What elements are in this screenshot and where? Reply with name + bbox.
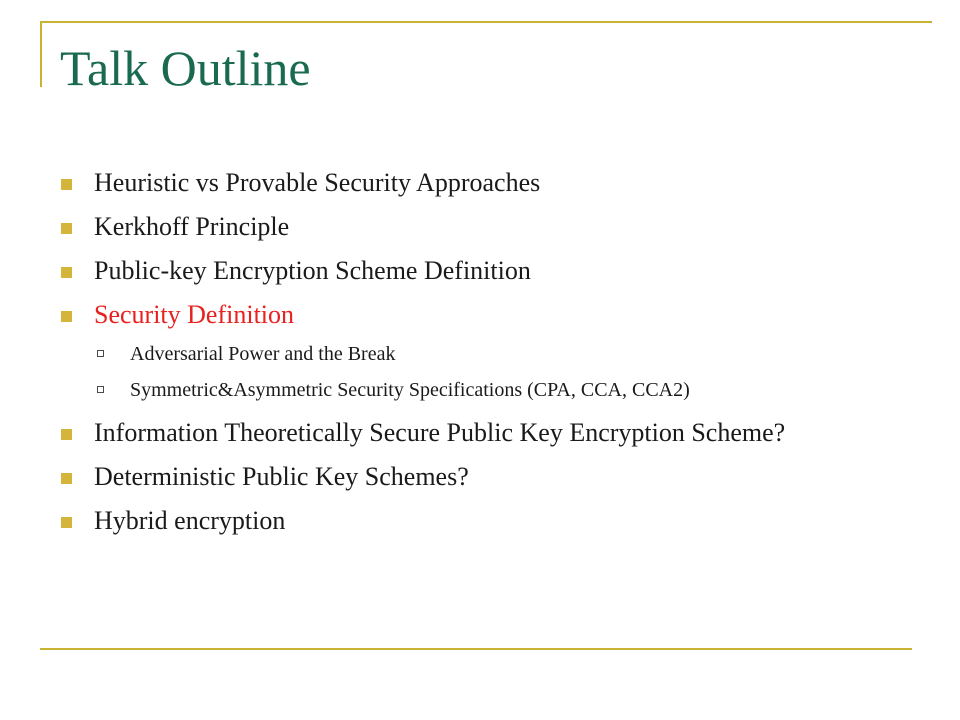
square-bullet-icon — [61, 473, 72, 484]
hollow-square-bullet-icon — [97, 386, 104, 393]
square-bullet-icon — [61, 311, 72, 322]
outline-item-heuristic — [60, 168, 900, 198]
outline-subitem-security-specifications — [60, 378, 900, 402]
outline-item-text: Hybrid encryption — [94, 506, 286, 535]
outline-item-text: Kerkhoff Principle — [94, 212, 290, 241]
frame-bottom-rule — [40, 648, 912, 650]
outline-item-public-key-definition — [60, 256, 900, 286]
outline-item-text: Information Theoretically Secure Public Key Encryption Scheme? — [94, 418, 786, 447]
outline-item-kerkhoff — [60, 212, 900, 242]
outline-list — [60, 168, 900, 550]
square-bullet-icon — [61, 429, 72, 440]
slide-title: Talk Outline — [60, 40, 311, 96]
outline-item-deterministic — [60, 462, 900, 492]
outline-item-text: Public-key Encryption Scheme Definition — [94, 256, 531, 285]
outline-item-text: Security Definition — [94, 300, 295, 329]
outline-item-security-definition — [60, 300, 900, 330]
frame-top-rule — [40, 21, 932, 23]
square-bullet-icon — [61, 267, 72, 278]
outline-item-information-theoretic — [60, 418, 900, 448]
square-bullet-icon — [61, 179, 72, 190]
outline-item-text: Deterministic Public Key Schemes? — [94, 462, 469, 491]
frame-left-rule — [40, 21, 42, 87]
outline-subitem-adversarial-power — [60, 342, 900, 366]
square-bullet-icon — [61, 517, 72, 528]
outline-subitem-text: Adversarial Power and the Break — [130, 343, 396, 365]
outline-subitem-text: Symmetric&Asymmetric Security Specifications (CPA, CCA, CCA2) — [130, 379, 690, 401]
outline-item-hybrid — [60, 506, 900, 536]
hollow-square-bullet-icon — [97, 350, 104, 357]
square-bullet-icon — [61, 223, 72, 234]
outline-item-text: Heuristic vs Provable Security Approaches — [94, 168, 541, 197]
